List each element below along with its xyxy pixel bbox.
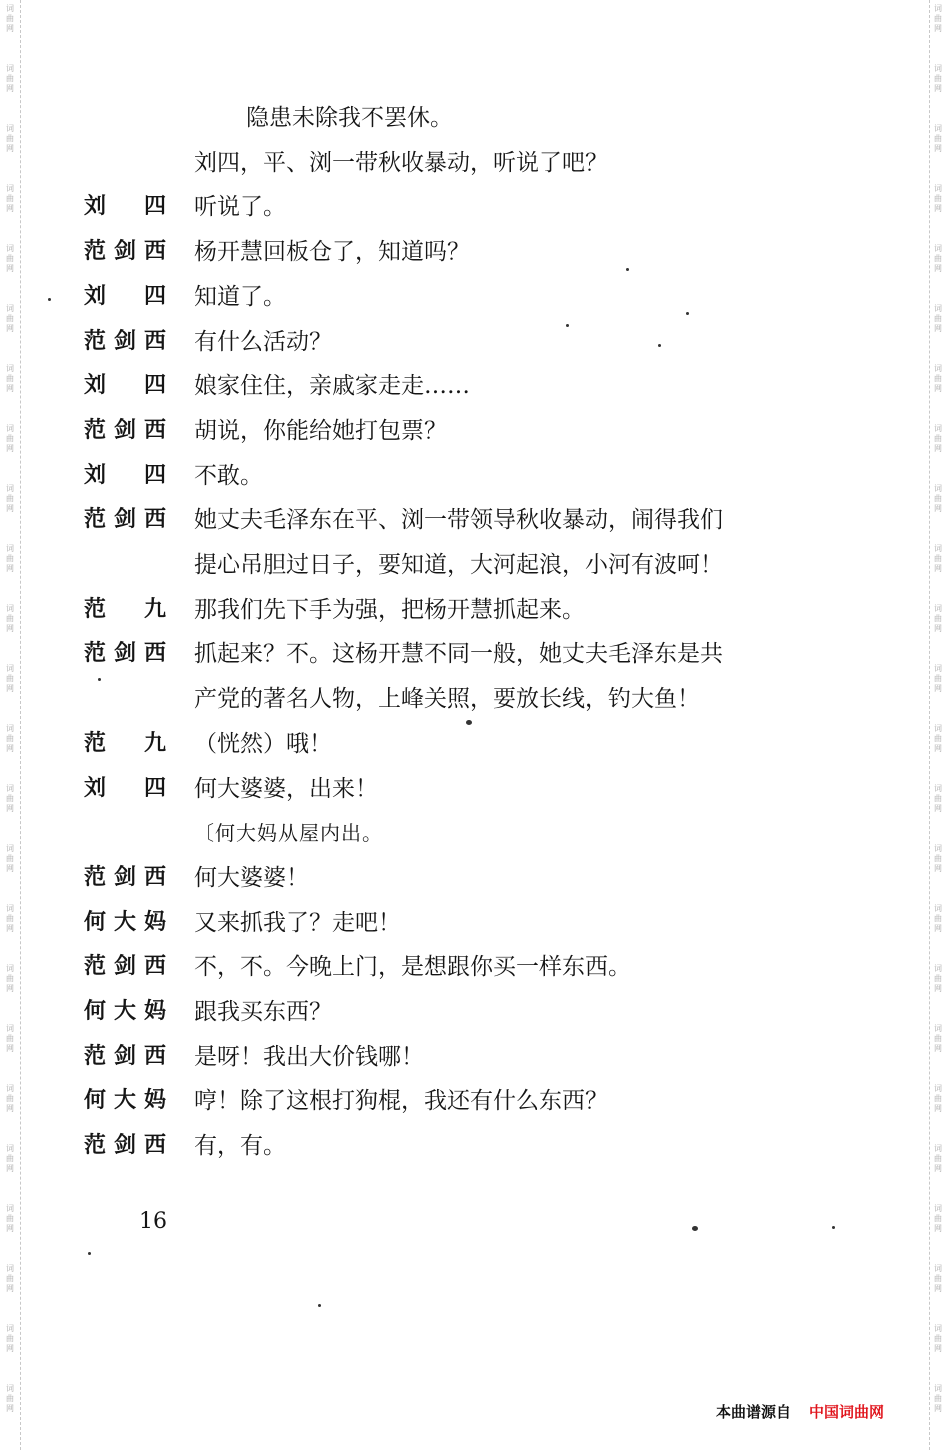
scan-speck [566,324,569,327]
scan-speck [692,1226,698,1231]
dialogue-text: 产党的著名人物，上峰关照，要放长线，钓大鱼！ [194,686,700,713]
scan-speck [98,678,101,681]
right-watermark-column [931,0,945,1440]
watermark-mark: 词 曲 网 [934,124,942,153]
watermark-mark: 词 曲 网 [6,184,14,213]
stage-direction: 〔何大妈从屋内出。 [194,821,383,846]
watermark-mark: 词 曲 网 [6,1084,14,1113]
footer-source-label: 本曲谱源自 [716,1403,792,1421]
watermark-mark: 词 曲 网 [934,1384,942,1413]
speaker-name: 范剑西 [84,1043,166,1069]
source-footer [716,1400,884,1424]
watermark-mark: 词 曲 网 [934,544,942,573]
watermark-mark: 词 曲 网 [6,424,14,453]
watermark-mark: 词 曲 网 [934,484,942,513]
watermark-mark: 词 曲 网 [6,1324,14,1353]
watermark-mark: 词 曲 网 [934,1144,942,1173]
dialogue-text: 知道了。 [194,283,286,310]
speaker-name: 范剑西 [84,1133,166,1159]
watermark-mark: 词 曲 网 [934,424,942,453]
dialogue-text: 不，不。今晚上门，是想跟你买一样东西。 [194,954,631,981]
speaker-name: 刘 四 [84,283,166,309]
watermark-mark: 词 曲 网 [6,1384,14,1413]
left-watermark-column [3,0,17,1440]
dialogue-text: 有什么活动？ [194,328,332,355]
dialogue-text: 刘四，平、浏一带秋收暴动，听说了吧？ [194,149,608,176]
watermark-mark: 词 曲 网 [934,964,942,993]
scan-speck [686,312,689,315]
dialogue-text: 有，有。 [194,1133,286,1160]
watermark-mark: 词 曲 网 [6,484,14,513]
watermark-mark: 词 曲 网 [934,1264,942,1293]
speaker-name: 范 九 [84,730,166,756]
watermark-mark: 词 曲 网 [6,304,14,333]
dialogue-text: 娘家住住，亲戚家走走…… [194,373,470,400]
watermark-mark: 词 曲 网 [934,724,942,753]
watermark-mark: 词 曲 网 [934,4,942,33]
watermark-mark: 词 曲 网 [6,1204,14,1233]
right-margin-watermark [928,0,950,1450]
dialogue-text: 不敢。 [194,462,263,489]
speaker-name: 何大妈 [84,1088,166,1114]
speaker-name: 何大妈 [84,909,166,935]
page-number: 16 [139,1209,167,1234]
watermark-mark: 词 曲 网 [6,364,14,393]
watermark-mark: 词 曲 网 [6,64,14,93]
speaker-name: 范剑西 [84,641,166,667]
watermark-mark: 词 曲 网 [6,1024,14,1053]
scan-speck [88,1252,91,1255]
watermark-mark: 词 曲 网 [6,544,14,573]
watermark-mark: 词 曲 网 [934,1324,942,1353]
speaker-name: 何大妈 [84,999,166,1024]
speaker-name: 刘 四 [84,462,166,488]
scan-speck [466,720,472,725]
speaker-name: 范 九 [84,596,166,622]
dialogue-text: 跟我买东西？ [194,999,332,1025]
dialogue-text: 又来抓我了？走吧！ [194,909,401,936]
speaker-name: 刘 四 [84,194,166,220]
right-margin-rule [929,0,930,1450]
dialogue-text: 何大婆婆！ [194,864,309,891]
watermark-mark: 词 曲 网 [6,1264,14,1293]
watermark-mark: 词 曲 网 [934,244,942,273]
dialogue-text: 哼！除了这根打狗棍，我还有什么东西？ [194,1088,608,1115]
scan-speck [318,1304,321,1307]
dialogue-text: 是呀！我出大价钱哪！ [194,1043,424,1070]
speaker-name: 刘 四 [84,373,166,399]
dialogue-text: （恍然）哦！ [194,730,332,757]
dialogue-text: 胡说，你能给她打包票？ [194,417,447,444]
watermark-mark: 词 曲 网 [934,1084,942,1113]
watermark-mark: 词 曲 网 [6,904,14,933]
speaker-name: 范剑西 [84,417,166,443]
watermark-mark: 词 曲 网 [6,784,14,813]
dialogue-text: 何大婆婆，出来！ [194,775,378,802]
footer-site-name: 中国词曲网 [809,1403,885,1421]
dialogue-text: 隐患未除我不罢休。 [246,105,453,131]
watermark-mark: 词 曲 网 [934,1204,942,1233]
scan-speck [658,344,661,347]
scan-speck [626,268,629,271]
speaker-name: 刘 四 [84,775,166,801]
watermark-mark: 词 曲 网 [6,724,14,753]
left-margin-watermark [0,0,22,1450]
left-margin-rule [20,0,21,1450]
watermark-mark: 词 曲 网 [6,4,14,33]
watermark-mark: 词 曲 网 [6,964,14,993]
scan-speck [48,298,51,301]
speaker-name: 范剑西 [84,507,166,533]
watermark-mark: 词 曲 网 [934,844,942,873]
watermark-mark: 词 曲 网 [934,664,942,693]
dialogue-text: 那我们先下手为强，把杨开慧抓起来。 [194,596,585,623]
watermark-mark: 词 曲 网 [6,124,14,153]
speaker-name: 范剑西 [84,864,166,890]
watermark-mark: 词 曲 网 [6,604,14,633]
watermark-mark: 词 曲 网 [934,304,942,333]
speaker-name: 范剑西 [84,954,166,980]
watermark-mark: 词 曲 网 [934,64,942,93]
watermark-mark: 词 曲 网 [6,244,14,273]
watermark-mark: 词 曲 网 [934,184,942,213]
dialogue-text: 提心吊胆过日子，要知道，大河起浪，小河有波呵！ [194,552,723,578]
watermark-mark: 词 曲 网 [934,364,942,393]
dialogue-text: 她丈夫毛泽东在平、浏一带领导秋收暴动，闹得我们 [194,507,723,534]
watermark-mark: 词 曲 网 [6,844,14,873]
watermark-mark: 词 曲 网 [6,1144,14,1173]
watermark-mark: 词 曲 网 [6,664,14,693]
dialogue-text: 听说了。 [194,194,286,221]
scan-speck [832,1226,835,1229]
watermark-mark: 词 曲 网 [934,604,942,633]
watermark-mark: 词 曲 网 [934,1024,942,1053]
speaker-name: 范剑西 [84,239,166,265]
dialogue-text: 抓起来？不。这杨开慧不同一般，她丈夫毛泽东是共 [194,641,723,668]
watermark-mark: 词 曲 网 [934,784,942,813]
dialogue-text: 杨开慧回板仓了，知道吗？ [194,239,470,266]
speaker-name: 范剑西 [84,328,166,354]
watermark-mark: 词 曲 网 [934,904,942,933]
